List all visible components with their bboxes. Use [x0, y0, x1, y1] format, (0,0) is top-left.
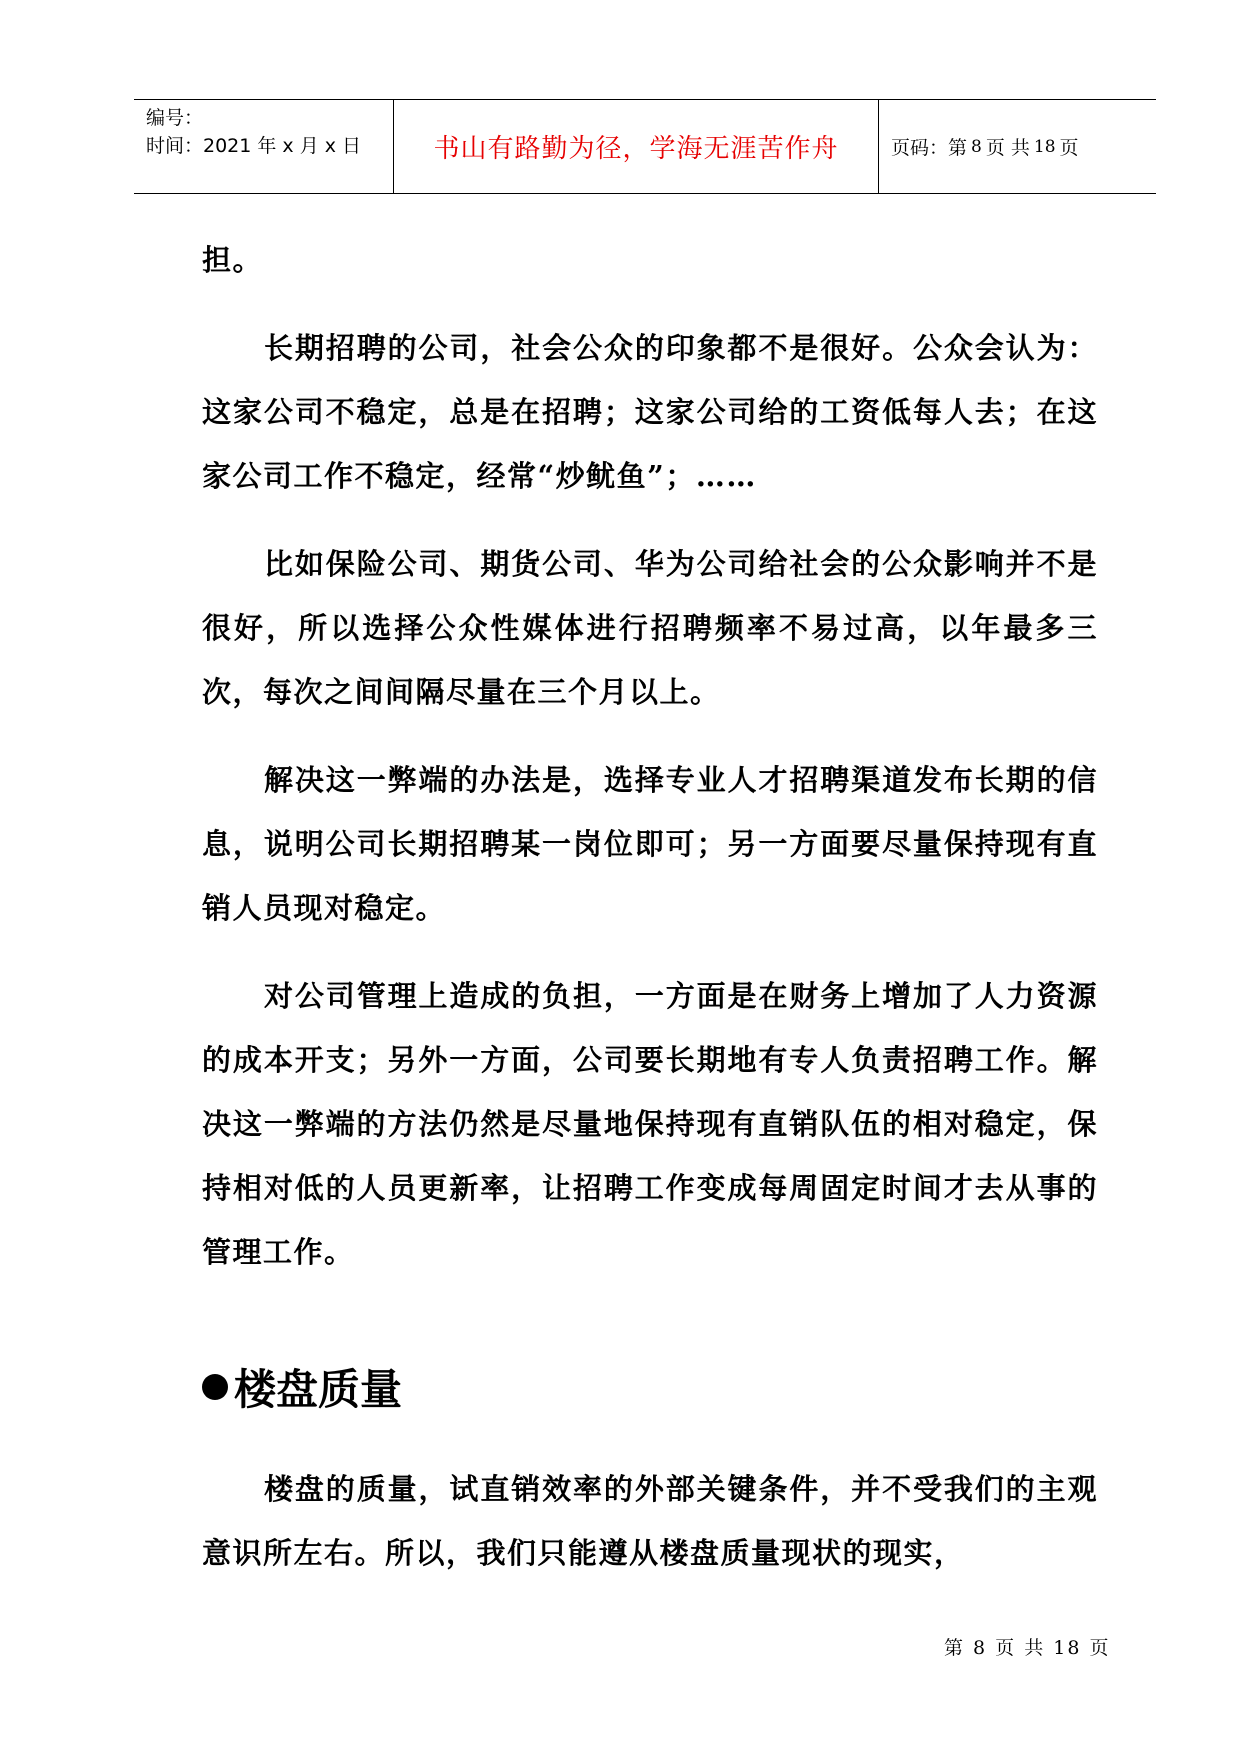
document-time-label: 时间：2021 年 x 月 x 日 [146, 135, 362, 157]
paragraph: 楼盘的质量，试直销效率的外部关键条件，并不受我们的主观意识所左右。所以，我们只能遵从楼盘质量现状的现实， [202, 1472, 1098, 1570]
paragraph: 比如保险公司、期货公司、华为公司给社会的公众影响并不是很好，所以选择公众性媒体进行招聘频率不易过高，以年最多三次，每次之间间隔尽量在三个月以上。 [202, 547, 1098, 709]
header-meta [134, 100, 394, 193]
page-footer: 第 8 页 共 18 页 [944, 1637, 1111, 1659]
header-page-indicator [879, 100, 1156, 193]
page-header [134, 99, 1156, 194]
page-prefix: 页码：第 [891, 137, 968, 159]
body-text [202, 228, 1098, 1284]
document-number-label: 编号： [146, 107, 204, 129]
header-motto: 书山有路勤为径，学海无涯苦作舟 [394, 100, 879, 193]
section-heading-text: 楼盘质量 [234, 1365, 403, 1414]
page-total: 18 [1033, 136, 1056, 157]
paragraph: 长期招聘的公司，社会公众的印象都不是很好。公众会认为：这家公司不稳定，总是在招聘；这家公司给的工资低每人去；在这家公司工作不稳定，经常“炒鱿鱼”；…… [202, 331, 1098, 493]
section-body [202, 1457, 1098, 1585]
section-heading [202, 1357, 402, 1417]
paragraph-continuation: 担。 [202, 243, 264, 277]
paragraph: 解决这一弊端的办法是，选择专业人才招聘渠道发布长期的信息，说明公司长期招聘某一岗位即可；另一方面要尽量保持现有直销人员现对稳定。 [202, 763, 1098, 925]
bullet-icon [202, 1374, 228, 1400]
page-suffix: 页 [1059, 137, 1079, 159]
page-mid: 页 共 [985, 137, 1030, 159]
page-current: 8 [971, 136, 982, 157]
paragraph: 对公司管理上造成的负担，一方面是在财务上增加了人力资源的成本开支；另外一方面，公司要长期地有专人负责招聘工作。解决这一弊端的方法仍然是尽量地保持现有直销队伍的相对稳定，保持相对低的人员更新率，让招聘工作变成每周固定时间才去从事的管理工作。 [202, 979, 1098, 1269]
